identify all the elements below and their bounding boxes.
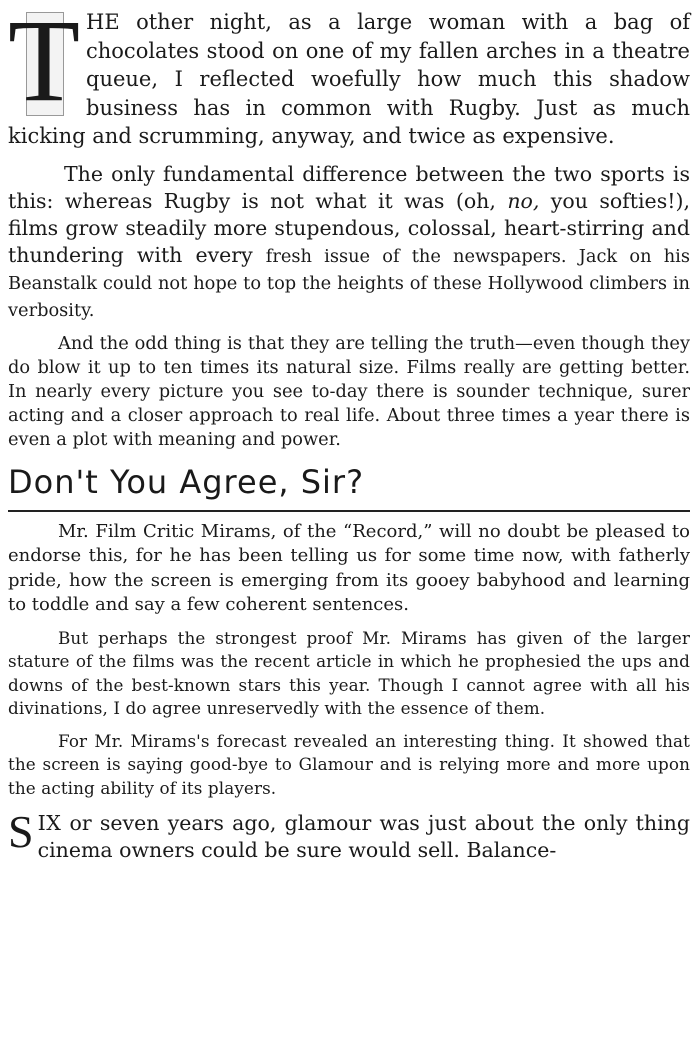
initial-letter: S [8, 806, 34, 857]
opening-paragraph [8, 0, 690, 151]
paragraph-text-part: The only fundamental difference between the two sports is this: whereas Rugby is not what it was (oh, [8, 161, 690, 213]
subheading-block [8, 462, 690, 510]
paragraph-fundamental-difference [8, 161, 690, 323]
paragraph-text-part: you softies!), films grow steadily more stupendous, colossal, heart-stirring and thundering with every [8, 188, 690, 267]
paragraph-text-part: or seven years ago, glamour was just about the only thing cinema owners could be sure would sell. Balance- [37, 811, 690, 862]
heading-rule [8, 510, 690, 512]
drop-cap [8, 0, 81, 126]
paragraph-odd-thing: And the odd thing is that they are telling the truth—even though they do blow it up to ten times its natural size. Films really are getting better. In nearly every picture you see to-day there is sounder technique, surer acting and a closer approach to real life. About three times a year there is even a plot with meaning and power. [8, 332, 690, 450]
initial-caps: IX [37, 811, 62, 835]
paragraph-mirams-endorse: Mr. Film Critic Mirams, of the “Record,” will no doubt be pleased to endorse this, for he has been telling us for some time now, with fatherly pride, how the screen is emerging from its gooey babyhood and learning to toddle and say a few coherent sentences. [8, 520, 690, 615]
drop-cap-letter: T [8, 0, 81, 126]
opening-paragraph-text: HE other night, as a large woman with a bag of chocolates stood on one of my fallen arches in a theatre queue, I reflected woefully how much this shadow business has in common with Rugby. Just as much kicking and scrumming, anyway, and twice as expensive. [8, 10, 690, 148]
paragraph-text-part: fresh issue of the newspapers. Jack on his Beanstalk could not hope to top the heights of these Hollywood climbers in verbosity. [8, 245, 690, 321]
paragraph-six-years [8, 806, 690, 864]
paragraph-strongest-proof: But perhaps the strongest proof Mr. Mirams has given of the larger stature of the films was the recent article in which he prophesied the ups and downs of the best-known stars this year. Though I cannot agree with all his divinations, I do agree unreservedly with the essence of them. [8, 627, 690, 718]
paragraph-forecast: For Mr. Mirams's forecast revealed an interesting thing. It showed that the screen is saying good-bye to Glamour and is relying more and more upon the acting ability of its players. [8, 730, 690, 798]
subheading: Don't You Agree, Sir? [8, 462, 365, 501]
emphasis-no: no, [507, 188, 540, 213]
